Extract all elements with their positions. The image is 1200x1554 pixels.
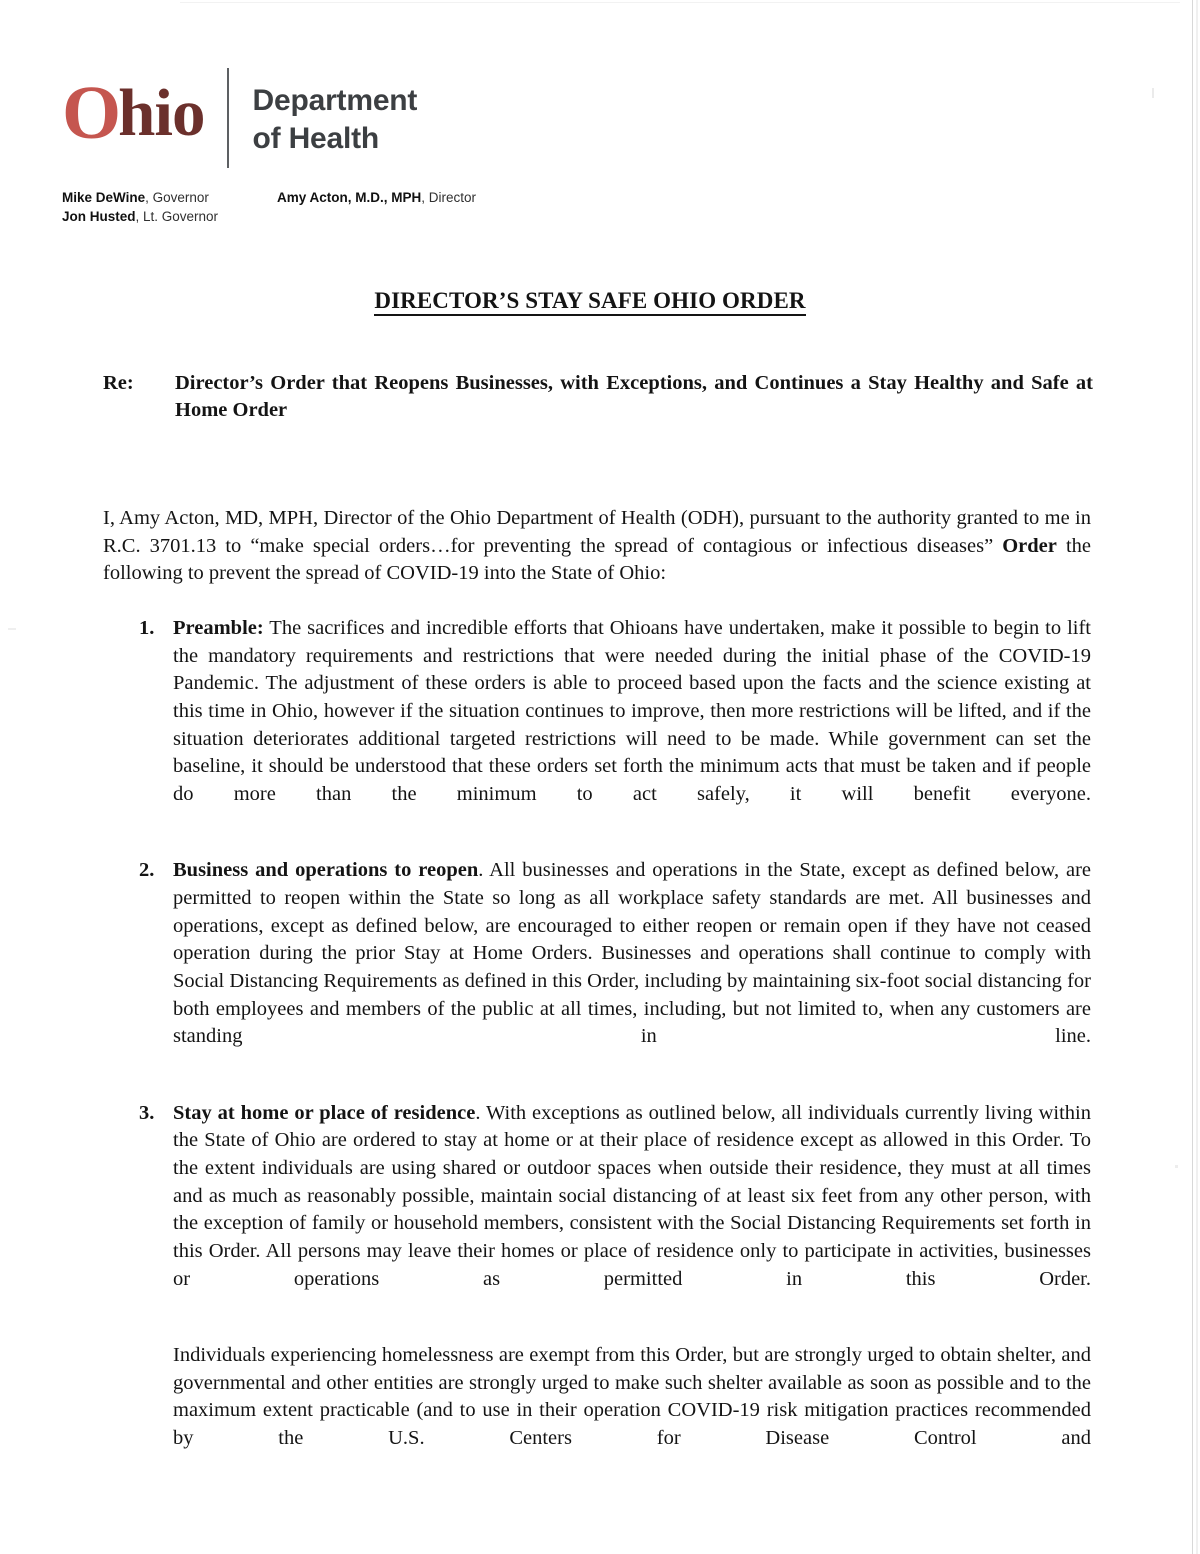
list-item-text: . All businesses and operations in the State, except as defined below, are permitted to reopen within the State so long as all workplace safety standards are met. All businesses and operations, except as defined below, are encouraged to either reopen or remain open if they have not ceased operation during the prior Stay at Home Orders. Businesses and operations shall continue to comply with Social Distancing Requirements as defined in this Order, including by maintaining six-foot social distancing for both employees and members of the public at all times, including, but not limited to, when any customers are standing in line. [173, 859, 1092, 1048]
page-title-text: DIRECTOR’S STAY SAFE OHIO ORDER [374, 288, 805, 316]
list-item-number: 3. [139, 1101, 155, 1124]
intro-part-1: I, Amy Acton, MD, MPH, Director of the Ohio Department of Health (ODH), pursuant to the authority granted to me in R.C. 3701.13 to “make special orders…for preventing the spread of contagious or infectious diseases” [103, 507, 1091, 557]
list-item-paragraph-2: Individuals experiencing homelessness are exempt from this Order, but are strongly urged to obtain shelter, and governmental and other entities are strongly urged to make such shelter available as soon as possible and to the maximum extent practicable (and to use in their operation COVID-19 risk mitigation practices recommended by the U.S. Centers for Disease Control and [173, 1344, 1091, 1450]
list-item-paragraph [173, 615, 1091, 836]
list-item [139, 1100, 1091, 1481]
governor-title: , Governor [145, 190, 209, 205]
list-item-body [173, 857, 1091, 1078]
ohio-logo-hio-letters: hio [118, 76, 205, 150]
lt-governor-title: , Lt. Governor [135, 209, 219, 225]
governor-name: Mike DeWine [62, 190, 146, 205]
re-label: Re: [103, 372, 134, 394]
governor-line [62, 188, 277, 207]
list-item-text: The sacrifices and incredible efforts that Ohioans have undertaken, make it possible to begin to lift the mandatory requirements and restrictions that were needed during the initial phase of the COVID-19 Pandemic. The adjustment of these orders is able to proceed based upon the facts and the science existing at this time in Ohio, however if the situation continues to improve, then more restrictions will be lifted, and if the situation deteriorates additional targeted restrictions will need to be made. While government can set the baseline, it should be understood that these orders set forth the minimum acts that must be taken and if people do more than the minimum to act safely, it will benefit everyone. [173, 617, 1091, 806]
lt-governor-name: Jon Husted [62, 209, 136, 225]
letterhead [62, 68, 662, 225]
intro-order-word: Order [1002, 534, 1057, 557]
list-item [139, 857, 1091, 1078]
department-line-1: Department [252, 84, 418, 117]
department-name [253, 68, 418, 158]
intro-paragraph [103, 505, 1091, 588]
list-item-body [173, 615, 1091, 836]
list-item-body [173, 1100, 1091, 1481]
list-item-number: 2. [139, 859, 155, 882]
re-subject: Director’s Order that Reopens Businesses, with Exceptions, and Continues a Stay Healthy and Safe at Home Order [175, 372, 1093, 421]
numbered-order-list [139, 615, 1091, 1501]
page-title [0, 288, 1180, 314]
list-item-paragraph [173, 1100, 1091, 1321]
director-line [277, 188, 476, 207]
list-item-heading: Preamble: [173, 617, 264, 639]
lt-governor-line [62, 207, 277, 226]
director-title: , Director [421, 190, 477, 205]
scan-top-artifact [180, 2, 1180, 3]
scan-speck [1175, 1165, 1178, 1168]
list-item-number: 1. [139, 617, 155, 639]
list-item-paragraph [173, 857, 1091, 1078]
list-item-heading: Stay at home or place of residence [173, 1101, 476, 1124]
director-name: Amy Acton, M.D., MPH [277, 190, 422, 205]
list-item-text: . With exceptions as outlined below, all individuals currently living within the State of Ohio are ordered to stay at home or at their place of residence except as allowed in this Order. To the extent individuals are using shared or outdoor spaces when outside their residence, they must at all times and as much as reasonably possible, maintain social distancing of at least six feet from any other person, with the exception of family or household members, consistent with the Social Distancing Requirements set forth in this Order. All persons may leave their homes or place of residence only to participate in activities, businesses or operations as permitted in this Order. [173, 1101, 1091, 1290]
department-line-2: of Health [252, 122, 380, 156]
scan-speck [1152, 88, 1154, 98]
logo-divider [227, 68, 229, 168]
list-item-heading: Business and operations to reopen [173, 859, 479, 882]
ohio-logo-o-letter: O [62, 71, 119, 155]
officials-state-column [62, 188, 277, 226]
re-line [103, 370, 1093, 423]
officials-block [62, 188, 476, 226]
list-item [139, 615, 1091, 836]
intro-part-2: the following to prevent the spread of COVID-19 into the State of Ohio: [103, 534, 1091, 585]
scan-edge-artifact-secondary [1196, 0, 1198, 1554]
ohio-logo [62, 68, 205, 155]
scan-edge-artifact [1192, 0, 1193, 1554]
officials-director-column [277, 188, 476, 226]
scan-speck [8, 628, 16, 630]
logo-row [62, 68, 662, 172]
